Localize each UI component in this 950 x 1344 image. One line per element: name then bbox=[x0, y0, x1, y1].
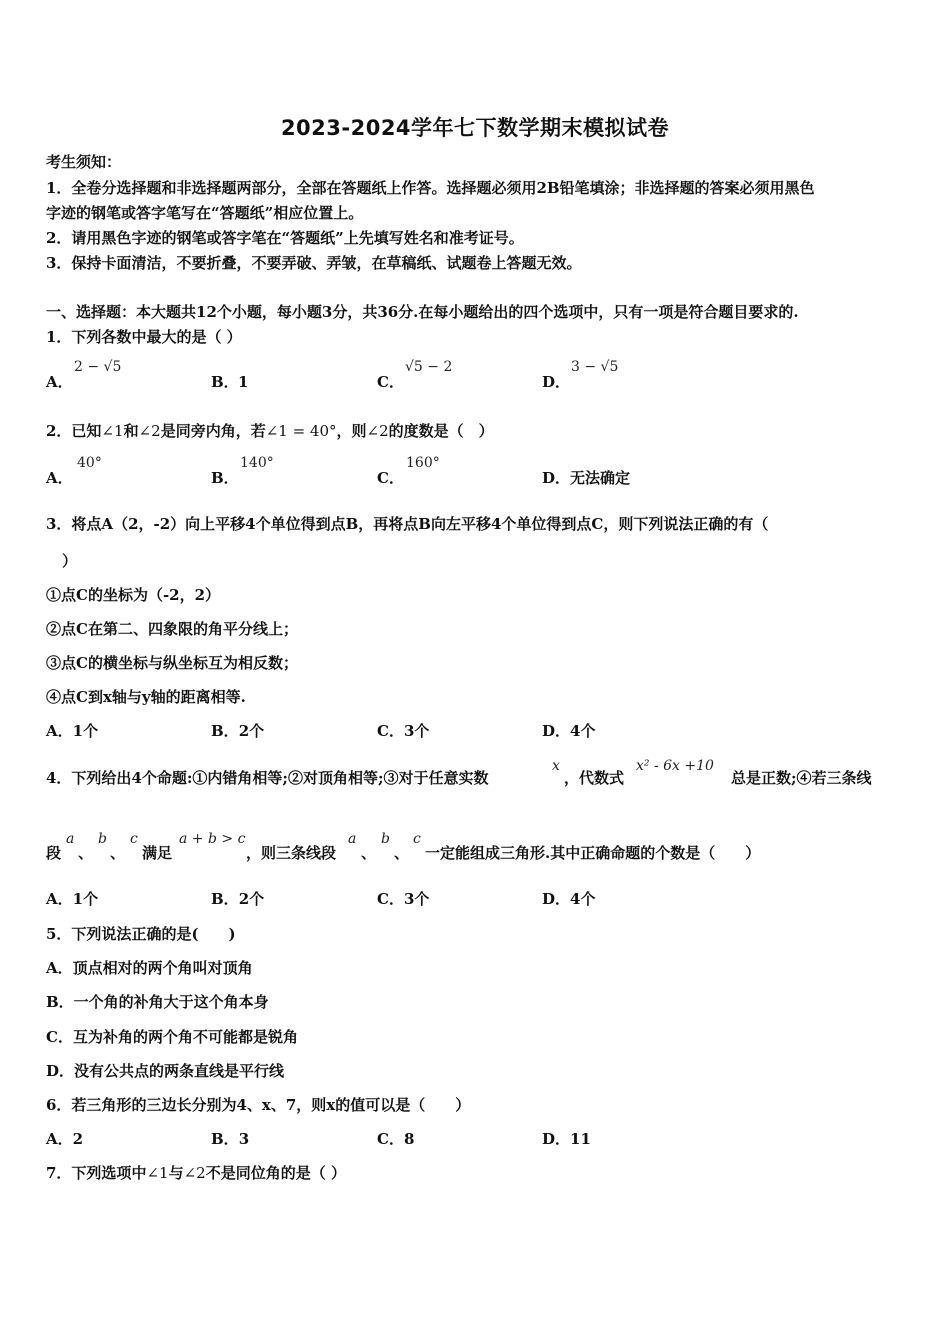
q2-angle-1: ∠1 bbox=[101, 422, 124, 440]
page-title: 2023-2024学年七下数学期末模拟试卷 bbox=[280, 116, 670, 140]
q2-stem-mid2: 是同旁内角，若 bbox=[160, 422, 266, 440]
notice-item-1-cont: 字迹的钢笔或答字笔写在“答题纸”相应位置上。 bbox=[46, 204, 364, 222]
notice-item-1: 1．全卷分选择题和非选择题两部分，全部在答题纸上作答。选择题必须用2B铅笔填涂；非选择题的答案必须用黑色 bbox=[46, 179, 815, 197]
q3-option-d bbox=[542, 721, 595, 741]
q4-var-x: x bbox=[552, 758, 560, 774]
q1-option-a-math: 2 − √5 bbox=[74, 359, 122, 375]
q4-var-c: c bbox=[130, 831, 138, 847]
q3-option-d-label: D． bbox=[542, 722, 571, 740]
q4-sep-1: 、 bbox=[78, 844, 94, 862]
q3-option-c-text: 3个 bbox=[403, 722, 430, 740]
q6-option-c-text: 8 bbox=[403, 1130, 415, 1148]
q4-option-d-label: D． bbox=[542, 890, 571, 908]
q4-line2-post: 一定能组成三角形.其中正确命题的个数是（ ） bbox=[425, 844, 761, 862]
q4-option-c bbox=[377, 889, 429, 909]
q6-option-a-label: A． bbox=[46, 1130, 73, 1148]
q3-option-c-label: C． bbox=[377, 722, 404, 740]
q4-var-a: a bbox=[66, 831, 75, 847]
q1-option-d-math: 3 − √5 bbox=[571, 359, 619, 375]
q5-choice-c: C．互为补角的两个角不可能都是锐角 bbox=[46, 1028, 298, 1046]
q7-angle-2: ∠2 bbox=[183, 1164, 206, 1182]
q1-option-b-text: 1 bbox=[238, 373, 249, 391]
q1-option-c-label: C． bbox=[377, 373, 404, 391]
q3-option-b-label: B． bbox=[211, 722, 239, 740]
q4-line1-post: 总是正数;④若三条线 bbox=[731, 769, 872, 787]
q4-sep-4: 、 bbox=[394, 844, 410, 862]
q4-line2-start: 段 bbox=[46, 844, 62, 862]
q4-sep-2: 、 bbox=[110, 844, 126, 862]
q4-option-a bbox=[46, 889, 98, 909]
q7-angle-1: ∠1 bbox=[146, 1164, 169, 1182]
q4-line1-pre: 4．下列给出4个命题:①内错角相等;②对顶角相等;③对于任意实数 bbox=[46, 769, 489, 787]
q4-option-b bbox=[211, 889, 264, 909]
q3-option-b bbox=[211, 721, 264, 741]
q1-option-d-label: D． bbox=[542, 373, 571, 391]
q3-option-a-text: 1个 bbox=[72, 722, 99, 740]
q4-inequality: a + b > c bbox=[179, 831, 246, 847]
q7-stem-pre: 7．下列选项中 bbox=[46, 1164, 147, 1182]
notice-heading: 考生须知： bbox=[46, 153, 122, 171]
q3-stem-line2: ） bbox=[62, 552, 78, 570]
q2-angle-2: ∠2 bbox=[138, 422, 161, 440]
notice-item-3: 3．保持卡面清洁，不要折叠，不要弄破、弄皱，在草稿纸、试题卷上答题无效。 bbox=[46, 254, 582, 272]
q4-var-a2: a bbox=[348, 831, 357, 847]
q2-stem-post: 的度数是（ ） bbox=[388, 422, 494, 440]
q4-var-b: b bbox=[98, 831, 107, 847]
section-heading: 一、选择题：本大题共12个小题，每小题3分，共36分.在每小题给出的四个选项中，只有一项是符合题目要求的. bbox=[46, 303, 799, 321]
q4-var-b2: b bbox=[381, 831, 390, 847]
q6-option-b-label: B． bbox=[211, 1130, 239, 1148]
q2-stem-mid3: ，则 bbox=[336, 422, 367, 440]
q2-option-a-label: A． bbox=[46, 469, 73, 487]
q3-stem-line1: 3．将点A（2，-2）向上平移4个单位得到点B，再将点B向左平移4个单位得到点C，则下列说法正确的有（ bbox=[46, 515, 769, 533]
q4-var-c2: c bbox=[413, 831, 421, 847]
q2-option-a-math: 40° bbox=[77, 455, 102, 471]
q6-option-b-text: 3 bbox=[238, 1130, 250, 1148]
q4-option-c-text: 3个 bbox=[403, 890, 430, 908]
q4-option-d bbox=[542, 889, 595, 909]
q7-stem-mid: 与 bbox=[168, 1164, 184, 1182]
notice-item-2: 2．请用黑色字迹的钢笔或答字笔在“答题纸”上先填写姓名和准考证号。 bbox=[46, 229, 524, 247]
q2-option-b-label: B． bbox=[211, 469, 239, 487]
q2-stem bbox=[46, 421, 494, 441]
q2-condition: ∠1 = 40° bbox=[265, 422, 337, 440]
q3-option-d-text: 4个 bbox=[570, 722, 596, 740]
q3-statement-1: ①点C的坐标为（-2，2） bbox=[46, 586, 221, 604]
q6-option-c bbox=[377, 1129, 414, 1149]
q4-option-d-text: 4个 bbox=[570, 890, 596, 908]
q2-option-d-label: D． bbox=[542, 469, 571, 487]
q7-stem bbox=[46, 1163, 346, 1183]
q2-option-c-label: C． bbox=[377, 469, 404, 487]
q6-option-a-text: 2 bbox=[72, 1130, 84, 1148]
q6-option-b bbox=[211, 1129, 249, 1149]
q1-option-c-math: √5 − 2 bbox=[405, 359, 453, 375]
q6-option-a bbox=[46, 1129, 83, 1149]
q4-option-a-text: 1个 bbox=[72, 890, 99, 908]
q2-option-c-math: 160° bbox=[406, 455, 440, 471]
q6-option-c-label: C． bbox=[377, 1130, 404, 1148]
q2-option-d-text: 无法确定 bbox=[570, 469, 631, 487]
q4-option-c-label: C． bbox=[377, 890, 404, 908]
q4-line2-mid: 满足 bbox=[142, 844, 173, 862]
q3-statement-4: ④点C到x轴与y轴的距离相等. bbox=[46, 688, 246, 706]
q6-stem: 6．若三角形的三边长分别为4、x、7，则x的值可以是（ ） bbox=[46, 1096, 471, 1114]
q3-statement-3: ③点C的横坐标与纵坐标互为相反数； bbox=[46, 654, 298, 672]
q2-angle-2b: ∠2 bbox=[366, 422, 389, 440]
q4-option-a-label: A． bbox=[46, 890, 73, 908]
q4-option-b-text: 2个 bbox=[238, 890, 265, 908]
q1-stem: 1．下列各数中最大的是（ ） bbox=[46, 328, 242, 346]
q5-stem: 5．下列说法正确的是( ) bbox=[46, 925, 236, 943]
q4-expression: x² - 6x +10 bbox=[636, 758, 714, 774]
q4-option-b-label: B． bbox=[211, 890, 239, 908]
q3-option-b-text: 2个 bbox=[238, 722, 265, 740]
q2-option-b-math: 140° bbox=[240, 455, 274, 471]
q2-stem-pre: 2．已知 bbox=[46, 422, 102, 440]
q2-stem-mid1: 和 bbox=[123, 422, 139, 440]
q6-option-d-label: D． bbox=[542, 1130, 571, 1148]
q1-option-a-label: A． bbox=[46, 373, 73, 391]
q4-line1-mid: ，代数式 bbox=[564, 769, 625, 787]
q3-option-a bbox=[46, 721, 98, 741]
q5-choice-a: A．顶点相对的两个角叫对顶角 bbox=[46, 959, 253, 977]
q3-option-c bbox=[377, 721, 429, 741]
q6-option-d bbox=[542, 1129, 591, 1149]
q4-line2-mid2: ，则三条线段 bbox=[246, 844, 337, 862]
q5-choice-b: B．一个角的补角大于这个角本身 bbox=[46, 993, 269, 1011]
q5-choice-d: D．没有公共点的两条直线是平行线 bbox=[46, 1062, 285, 1080]
q1-option-b-label: B． bbox=[211, 373, 239, 391]
q6-option-d-text: 11 bbox=[570, 1130, 591, 1148]
q4-sep-3: 、 bbox=[361, 844, 377, 862]
q3-statement-2: ②点C在第二、四象限的角平分线上； bbox=[46, 620, 298, 638]
q3-option-a-label: A． bbox=[46, 722, 73, 740]
q7-stem-post: 不是同位角的是（ ） bbox=[205, 1164, 346, 1182]
